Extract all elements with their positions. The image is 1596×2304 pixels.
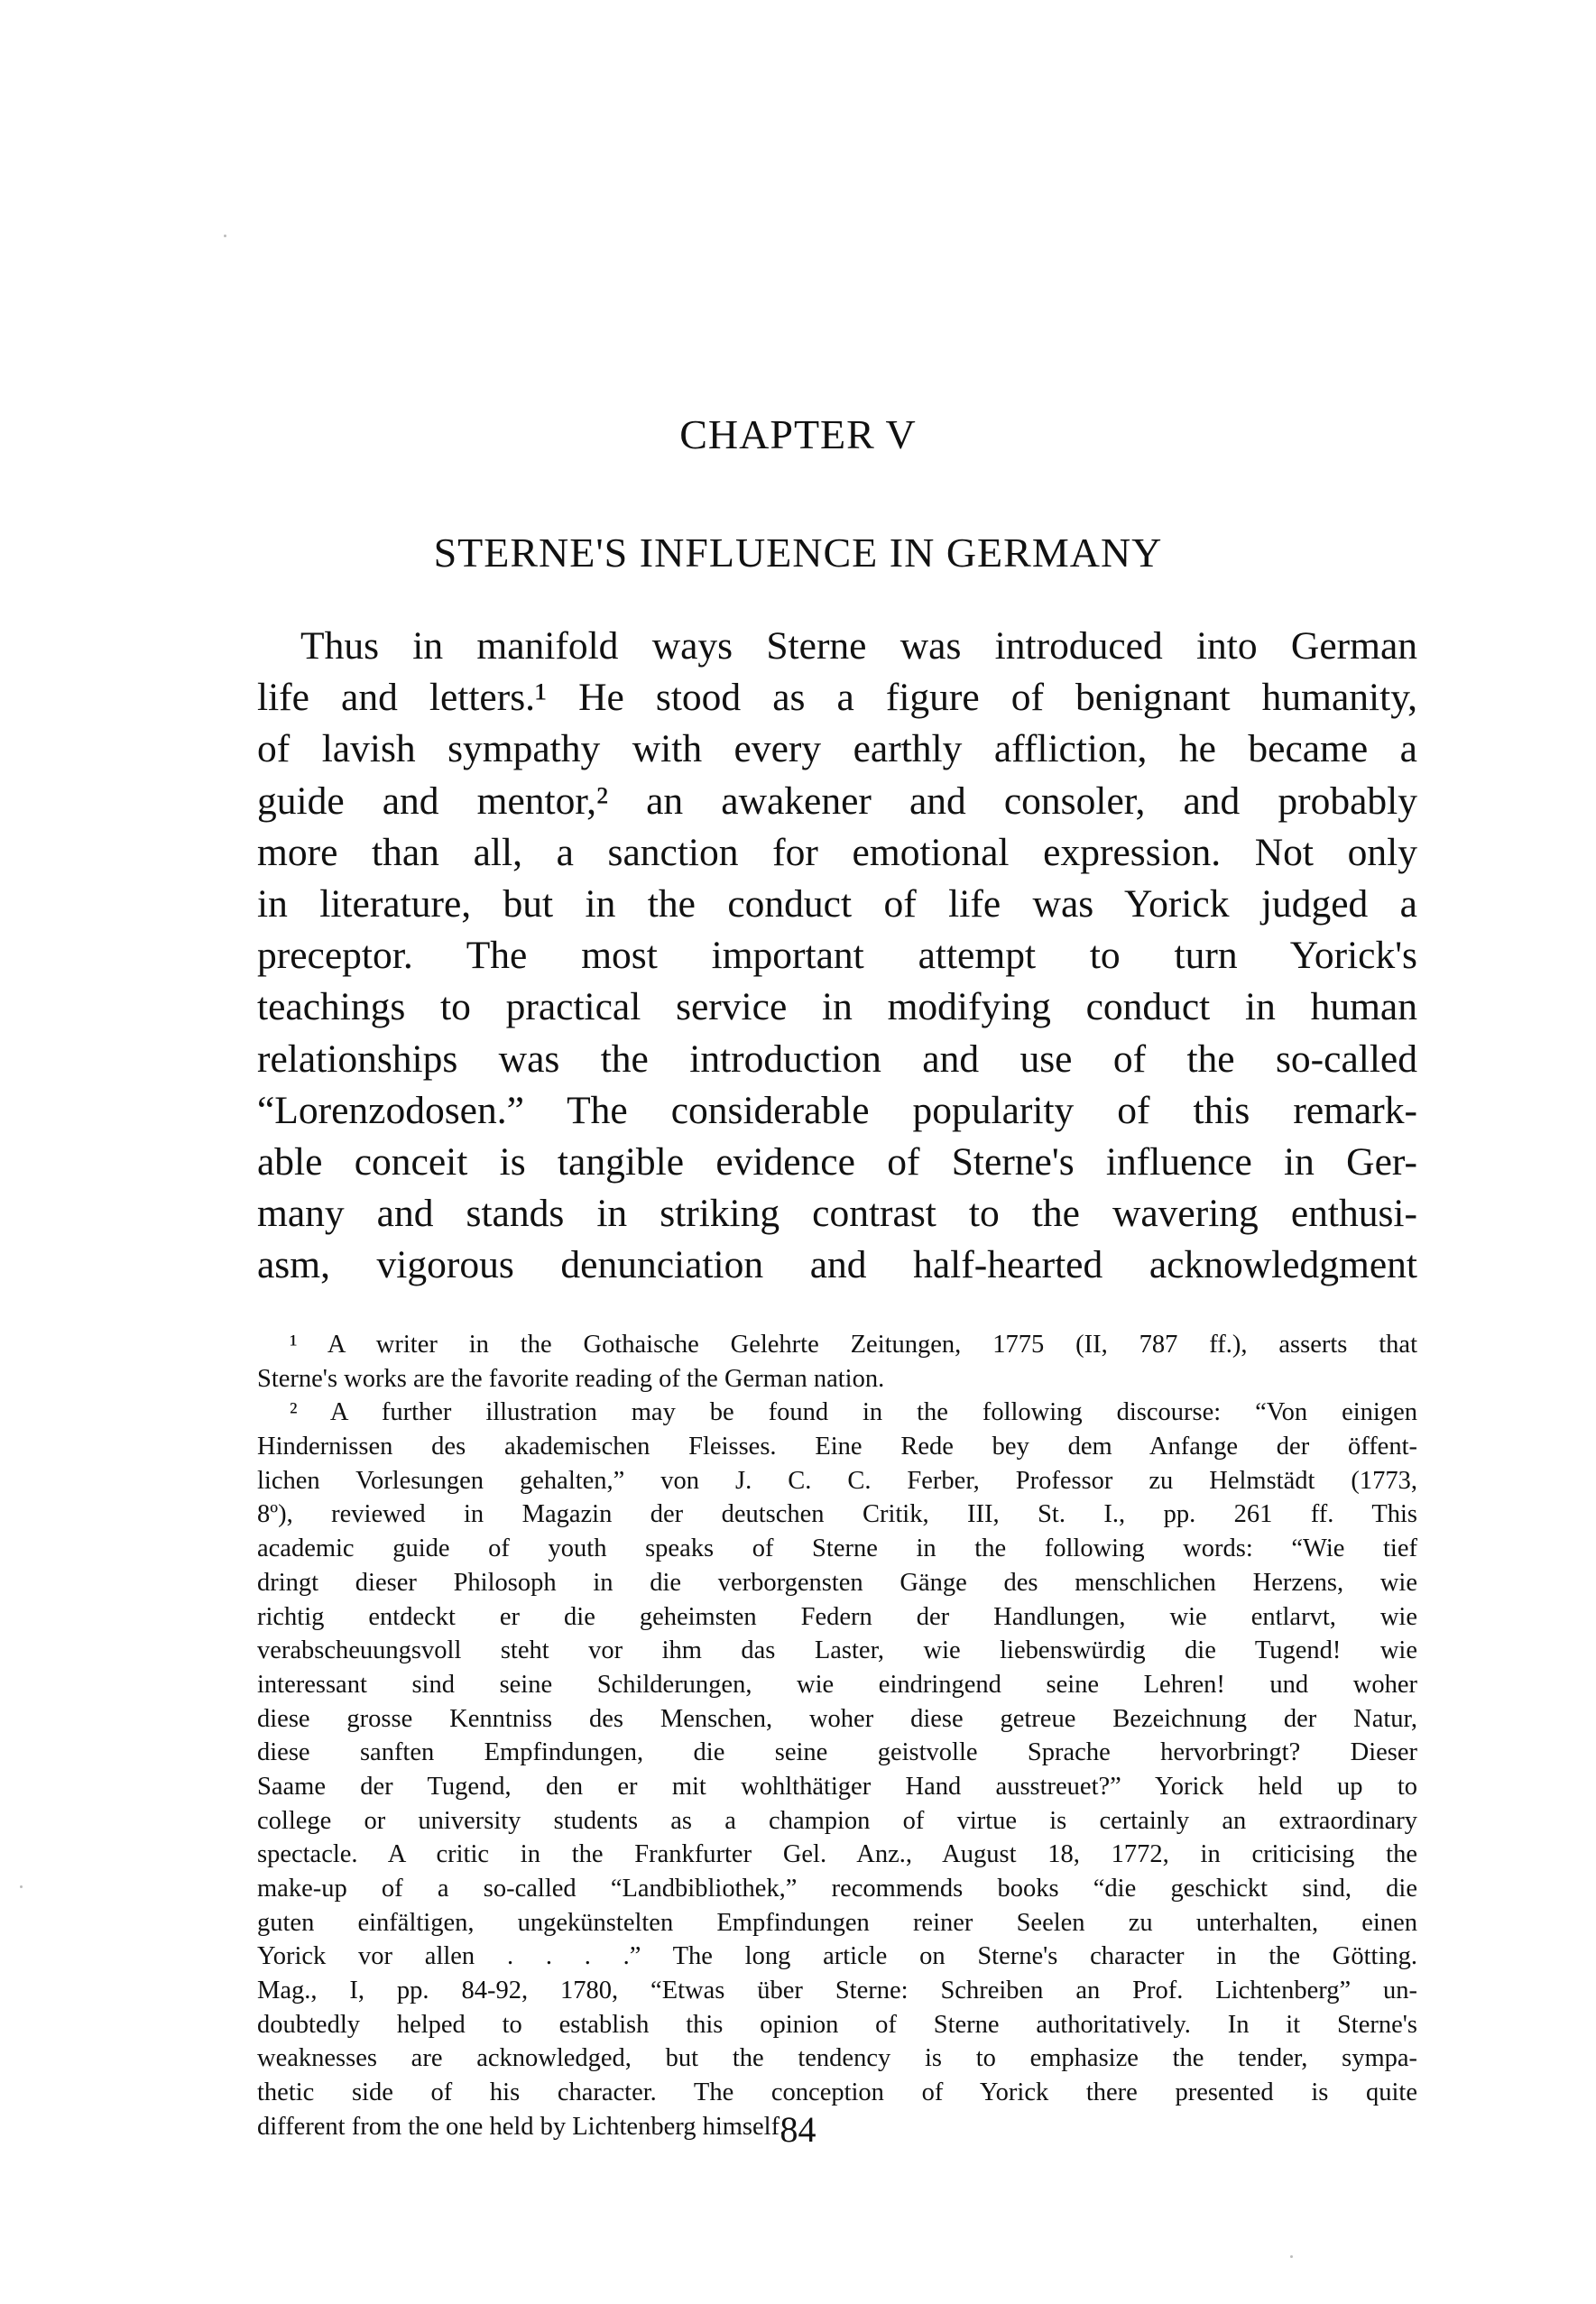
footnotes [257, 1328, 1417, 2144]
footnote-line: Sterne's works are the favorite reading of the German nation. [257, 1364, 885, 1393]
body-line: teachings to practical service in modifying conduct in human [257, 985, 1417, 1029]
footnote-line: Saame der Tugend, den er mit wohlthätiger Hand ausstreuet?” Yorick held up to [257, 1772, 1417, 1801]
footnote-line: 8º), reviewed in Magazin der deutschen Critik, III, St. I., pp. 261 ff. This [257, 1500, 1417, 1529]
footnote-line: make-up of a so-called “Landbibliothek,” recommends books “die geschickt sind, die [257, 1875, 1417, 1903]
footnote-line: Yorick vor allen . . . .” The long article on Sterne's character in the Götting. [257, 1942, 1417, 1971]
chapter-number: CHAPTER V [679, 411, 917, 457]
body-line: Thus in manifold ways Sterne was introduced into German [300, 624, 1417, 668]
chapter-title: STERNE'S INFLUENCE IN GERMANY [433, 530, 1163, 576]
body-line: guide and mentor,² an awakener and consoler, and probably [257, 779, 1417, 823]
body-line: “Lorenzodosen.” The considerable popularity of this remark- [257, 1088, 1417, 1132]
body-line: life and letters.¹ He stood as a figure of benignant humanity, [257, 676, 1417, 720]
footnote-line: lichen Vorlesungen gehalten,” von J. C. C. Ferber, Professor zu Helmstädt (1773, [257, 1466, 1417, 1495]
footnote-line: doubtedly helped to establish this opinion of Sterne authoritatively. In it Sterne's [257, 2010, 1417, 2039]
body-line: preceptor. The most important attempt to turn Yorick's [257, 934, 1417, 978]
footnote-line: Hindernissen des akademischen Fleisses. Eine Rede bey dem Anfange der öffent- [257, 1433, 1417, 1461]
footnote-line: academic guide of youth speaks of Sterne in the following words: “Wie tief [257, 1534, 1417, 1563]
body-line: more than all, a sanction for emotional expression. Not only [257, 830, 1417, 874]
scan-speck [224, 235, 226, 237]
footnote-line: diese grosse Kenntniss des Menschen, woher diese getreue Bezeichnung der Natur, [257, 1704, 1417, 1733]
body-line: many and stands in striking contrast to the wavering enthusi- [257, 1192, 1417, 1236]
footnote-line: ¹ A writer in the Gothaische Gelehrte Zeitungen, 1775 (II, 787 ff.), asserts that [290, 1331, 1417, 1359]
footnote-line: spectacle. A critic in the Frankfurter Gel. Anz., August 18, 1772, in criticising the [257, 1840, 1417, 1869]
body-line: relationships was the introduction and use of the so-called [257, 1037, 1417, 1081]
body-line: in literature, but in the conduct of life was Yorick judged a [257, 881, 1417, 926]
scan-speck [1290, 2255, 1293, 2258]
page-number: 84 [780, 2109, 816, 2150]
footnote-line: dringt dieser Philosoph in die verborgensten Gänge des menschlichen Herzens, wie [257, 1568, 1417, 1597]
footnote-line: diese sanften Empfindungen, die seine geistvolle Sprache hervorbringt? Dieser [257, 1738, 1417, 1767]
footnote-line: guten einfältigen, ungekünstelten Empfindungen reiner Seelen zu unterhalten, einen [257, 1908, 1417, 1937]
body-text [257, 621, 1417, 1291]
footnote-line: interessant sind seine Schilderungen, wie eindringend seine Lehren! und woher [257, 1670, 1417, 1699]
footnote-line: weaknesses are acknowledged, but the tendency is to emphasize the tender, sympa- [257, 2044, 1417, 2073]
body-line: able conceit is tangible evidence of Sterne's influence in Ger- [257, 1139, 1417, 1184]
footnote-line: verabscheuungsvoll steht vor ihm das Laster, wie liebenswürdig die Tugend! wie [257, 1636, 1417, 1665]
body-line: of lavish sympathy with every earthly affliction, he became a [257, 727, 1417, 771]
scan-speck [20, 1885, 23, 1888]
body-line: asm, vigorous denunciation and half-hearted acknowledgment [257, 1243, 1417, 1287]
footnote-line: different from the one held by Lichtenberg himself. [257, 2112, 787, 2141]
footnote-line: richtig entdeckt er die geheimsten Federn der Handlungen, wie entlarvt, wie [257, 1602, 1417, 1631]
footnote-line: college or university students as a champion of virtue is certainly an extraordinary [257, 1806, 1417, 1835]
footnote-line: thetic side of his character. The conception of Yorick there presented is quite [257, 2078, 1417, 2107]
footnote-line: ² A further illustration may be found in the following discourse: “Von einigen [290, 1398, 1417, 1427]
footnote-line: Mag., I, pp. 84-92, 1780, “Etwas über Sterne: Schreiben an Prof. Lichtenberg” un- [257, 1977, 1417, 2005]
